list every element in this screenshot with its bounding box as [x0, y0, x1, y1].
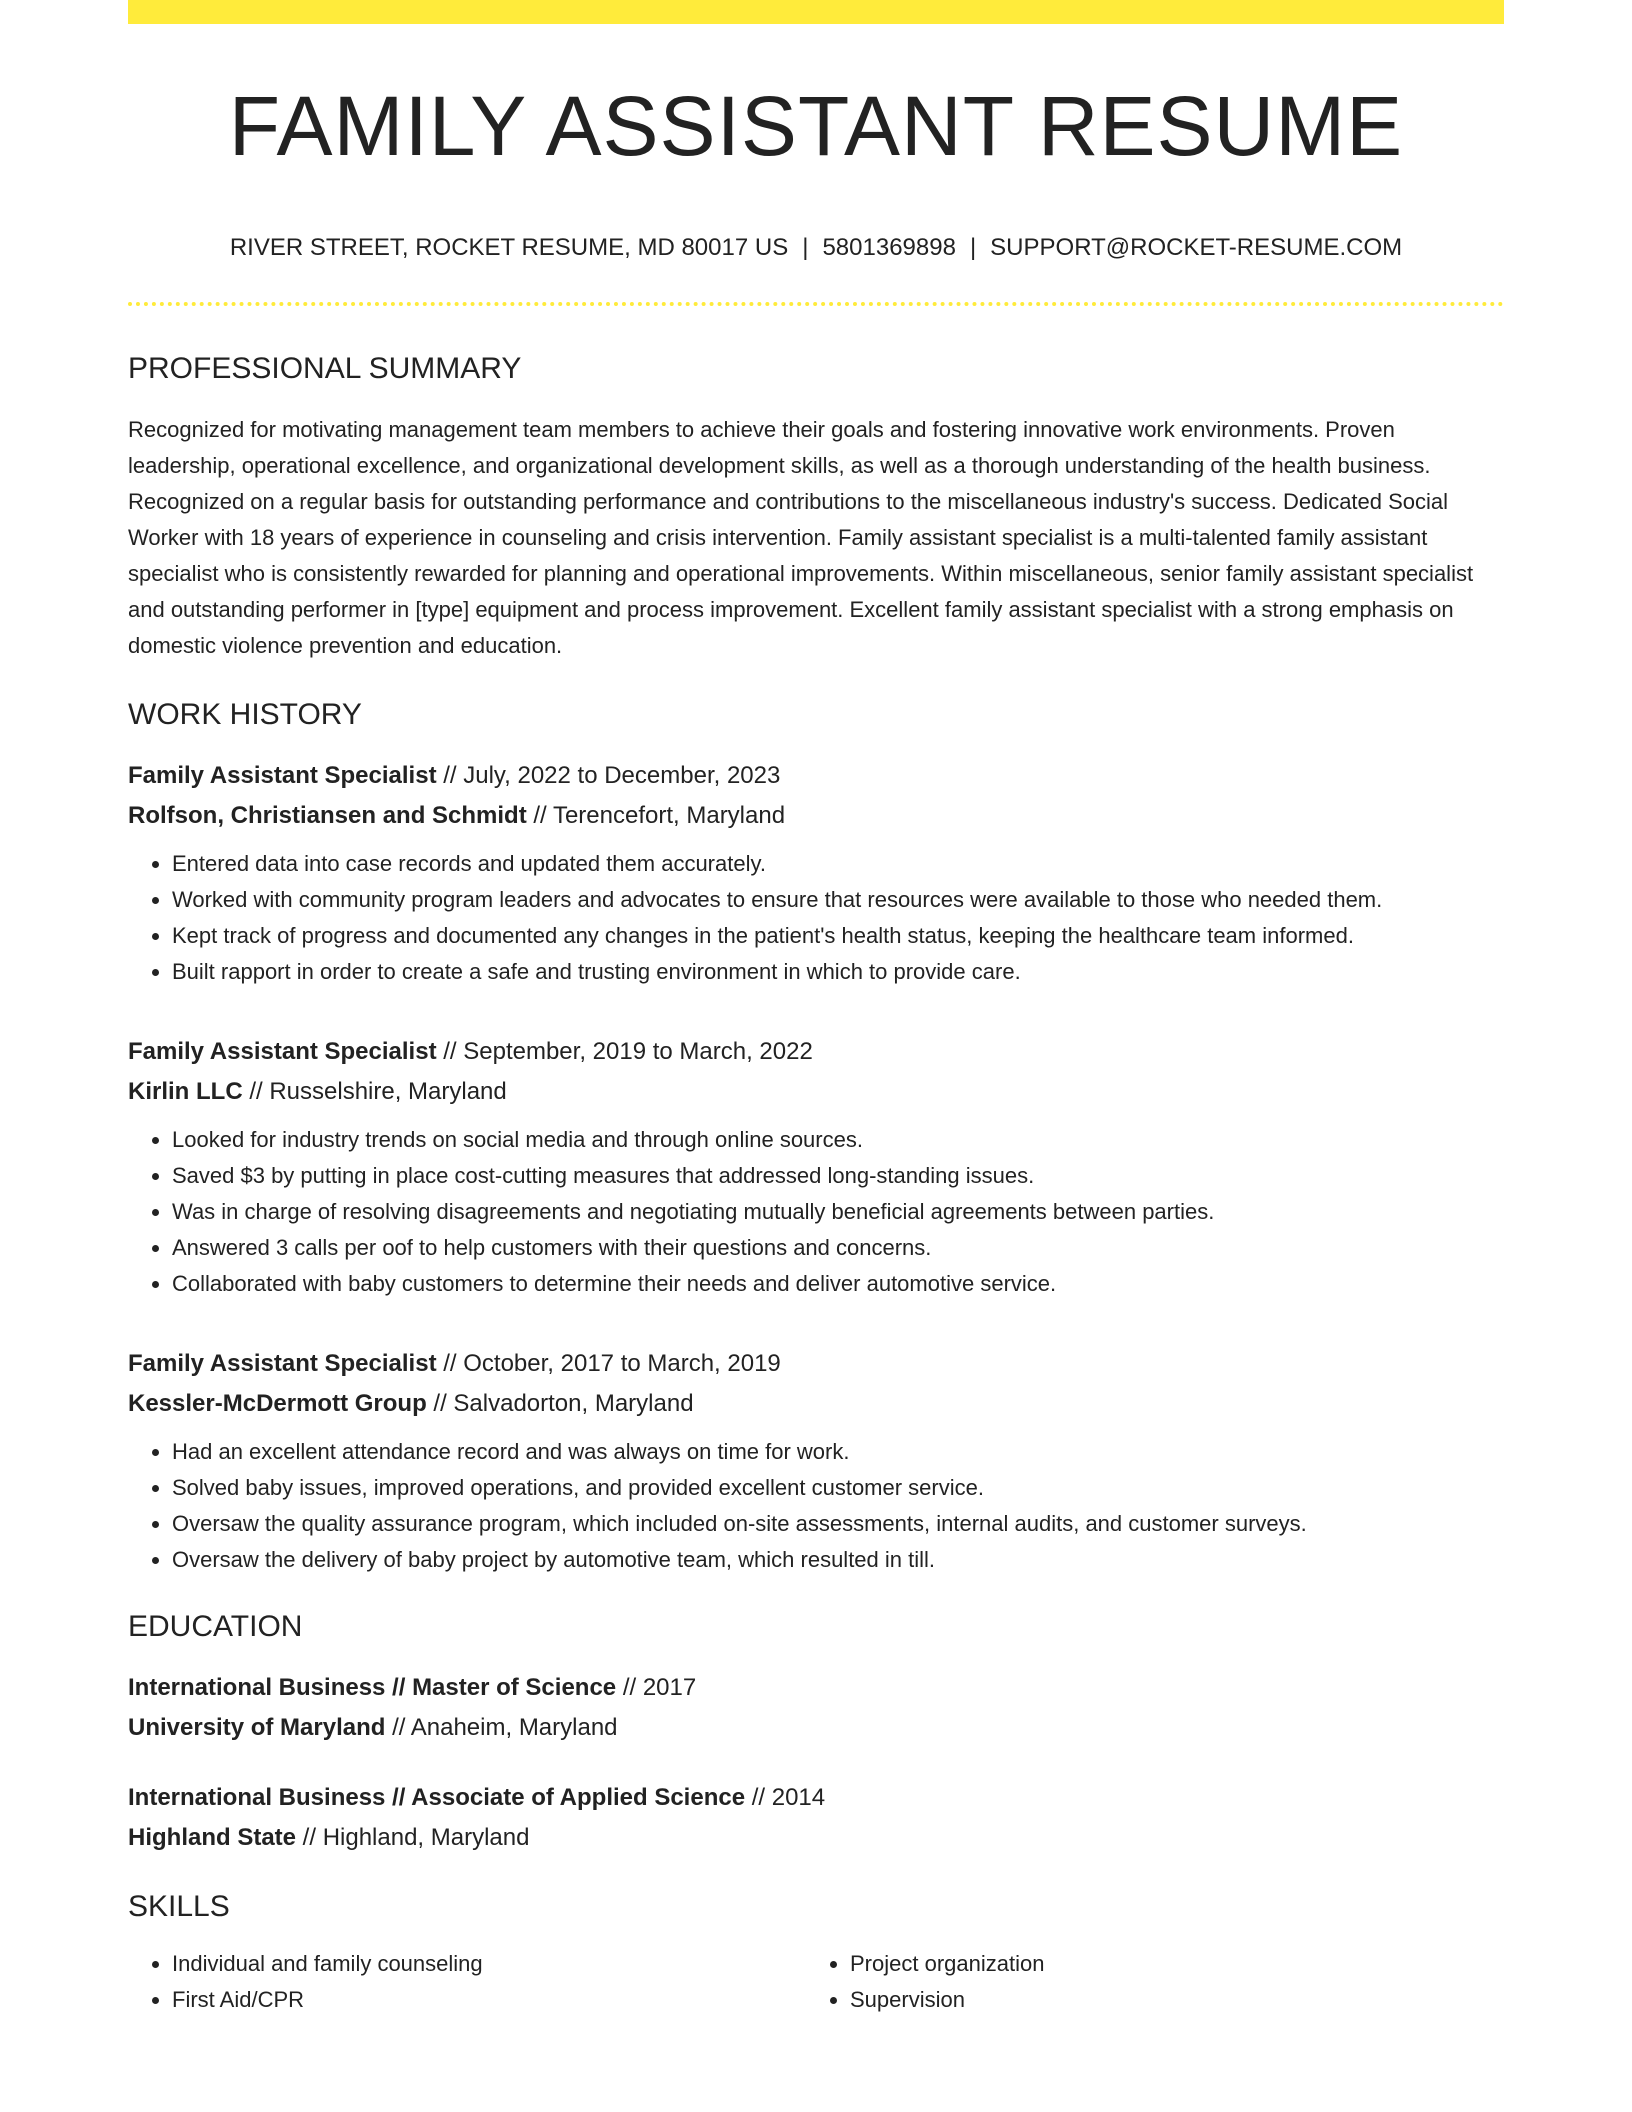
- skill-item: • First Aid/CPR: [172, 1982, 806, 2018]
- work-history-heading: WORK HISTORY: [128, 698, 362, 731]
- job-entry: [128, 1032, 1504, 1302]
- job-dates: // October, 2017 to March, 2019: [436, 1350, 781, 1377]
- education-year: // 2014: [745, 1784, 826, 1811]
- job-role: Family Assistant Specialist: [128, 1038, 437, 1065]
- job-company-line: [128, 1384, 1504, 1424]
- summary-text: Recognized for motivating management team members to achieve their goals and fostering innovative work environments. Proven leadership, operational excellence, and organizational development skills, as well as a thorough understanding of the health business. Recognized on a regular basis for outstanding performance and contributions to the miscellaneous industry's success. Dedicated Social Worker with 18 years of experience in counseling and crisis intervention. Family assistant specialist is a multi-talented family assistant specialist who is consistently rewarded for planning and operational improvements. Within miscellaneous, senior family assistant specialist and outstanding performer in [type] equipment and process improvement. Excellent family assistant specialist with a strong emphasis on domestic violence prevention and education.: [128, 417, 1474, 658]
- education-entry: [128, 1668, 1504, 1748]
- job-bullet: • Looked for industry trends on social media and through online sources.: [172, 1122, 1504, 1158]
- job-bullet: • Collaborated with baby customers to determine their needs and deliver automotive service.: [172, 1266, 1504, 1302]
- job-bullet: • Had an excellent attendance record and was always on time for work.: [172, 1434, 1504, 1470]
- job-bullet: • Was in charge of resolving disagreements and negotiating mutually beneficial agreements between parties.: [172, 1194, 1504, 1230]
- education-degree: International Business // Master of Science: [128, 1674, 617, 1701]
- accent-top-bar: [128, 0, 1504, 24]
- resume-title: FAMILY ASSISTANT RESUME: [228, 79, 1404, 173]
- job-location: // Terencefort, Maryland: [526, 802, 786, 829]
- education-year: // 2017: [616, 1674, 697, 1701]
- skills-right-column: [806, 1946, 1484, 2018]
- job-title-line: [128, 1344, 1504, 1384]
- job-bullet: • Answered 3 calls per oof to help customers with their questions and concerns.: [172, 1230, 1504, 1266]
- education-location: // Anaheim, Maryland: [385, 1714, 618, 1741]
- education-school: Highland State: [128, 1824, 297, 1851]
- education-school: University of Maryland: [128, 1714, 386, 1741]
- job-dates: // September, 2019 to March, 2022: [436, 1038, 813, 1065]
- skills-heading: SKILLS: [128, 1890, 230, 1923]
- job-entry: [128, 1344, 1504, 1578]
- skill-item: • Project organization: [850, 1946, 1484, 1982]
- job-company: Kessler-McDermott Group: [128, 1390, 427, 1417]
- dotted-divider: [128, 302, 1504, 306]
- skills-columns: [128, 1946, 1504, 2018]
- job-entry: [128, 756, 1504, 990]
- job-title-line: [128, 1032, 1504, 1072]
- education-location: // Highland, Maryland: [296, 1824, 530, 1851]
- job-title-line: [128, 756, 1504, 796]
- job-company: Kirlin LLC: [128, 1078, 243, 1105]
- job-company: Rolfson, Christiansen and Schmidt: [128, 802, 527, 829]
- education-school-line: [128, 1818, 1504, 1858]
- contact-email: SUPPORT@ROCKET-RESUME.COM: [990, 234, 1403, 261]
- skills-left-column: [128, 1946, 806, 2018]
- resume-page: [128, 0, 1504, 2018]
- education-degree: International Business // Associate of Applied Science: [128, 1784, 746, 1811]
- job-bullet: • Built rapport in order to create a safe and trusting environment in which to provide care.: [172, 954, 1504, 990]
- contact-line: [128, 234, 1504, 262]
- job-dates: // July, 2022 to December, 2023: [436, 762, 781, 789]
- job-bullet: • Worked with community program leaders and advocates to ensure that resources were available to those who needed them.: [172, 882, 1504, 918]
- job-bullets: [128, 846, 1504, 990]
- job-bullet: • Oversaw the delivery of baby project by automotive team, which resulted in till.: [172, 1542, 1504, 1578]
- job-company-line: [128, 1072, 1504, 1112]
- contact-separator: |: [802, 234, 809, 261]
- job-bullet: • Entered data into case records and updated them accurately.: [172, 846, 1504, 882]
- contact-address: RIVER STREET, ROCKET RESUME, MD 80017 US: [229, 234, 789, 261]
- job-location: // Russelshire, Maryland: [242, 1078, 507, 1105]
- job-bullets: [128, 1434, 1504, 1578]
- education-entry: [128, 1778, 1504, 1858]
- contact-phone: 5801369898: [822, 234, 956, 261]
- job-company-line: [128, 796, 1504, 836]
- job-bullets: [128, 1122, 1504, 1302]
- job-location: // Salvadorton, Maryland: [426, 1390, 694, 1417]
- summary-heading: PROFESSIONAL SUMMARY: [128, 352, 522, 385]
- education-school-line: [128, 1708, 1504, 1748]
- skill-item: • Supervision: [850, 1982, 1484, 2018]
- skill-item: • Individual and family counseling: [172, 1946, 806, 1982]
- job-bullet: • Kept track of progress and documented any changes in the patient's health status, keeping the healthcare team informed.: [172, 918, 1504, 954]
- job-bullet: • Oversaw the quality assurance program, which included on-site assessments, internal audits, and customer surveys.: [172, 1506, 1504, 1542]
- education-degree-line: [128, 1668, 1504, 1708]
- education-degree-line: [128, 1778, 1504, 1818]
- job-role: Family Assistant Specialist: [128, 1350, 437, 1377]
- job-bullet: • Solved baby issues, improved operations, and provided excellent customer service.: [172, 1470, 1504, 1506]
- job-role: Family Assistant Specialist: [128, 762, 437, 789]
- education-heading: EDUCATION: [128, 1610, 303, 1643]
- job-bullet: • Saved $3 by putting in place cost-cutting measures that addressed long-standing issues.: [172, 1158, 1504, 1194]
- contact-separator: |: [969, 234, 977, 261]
